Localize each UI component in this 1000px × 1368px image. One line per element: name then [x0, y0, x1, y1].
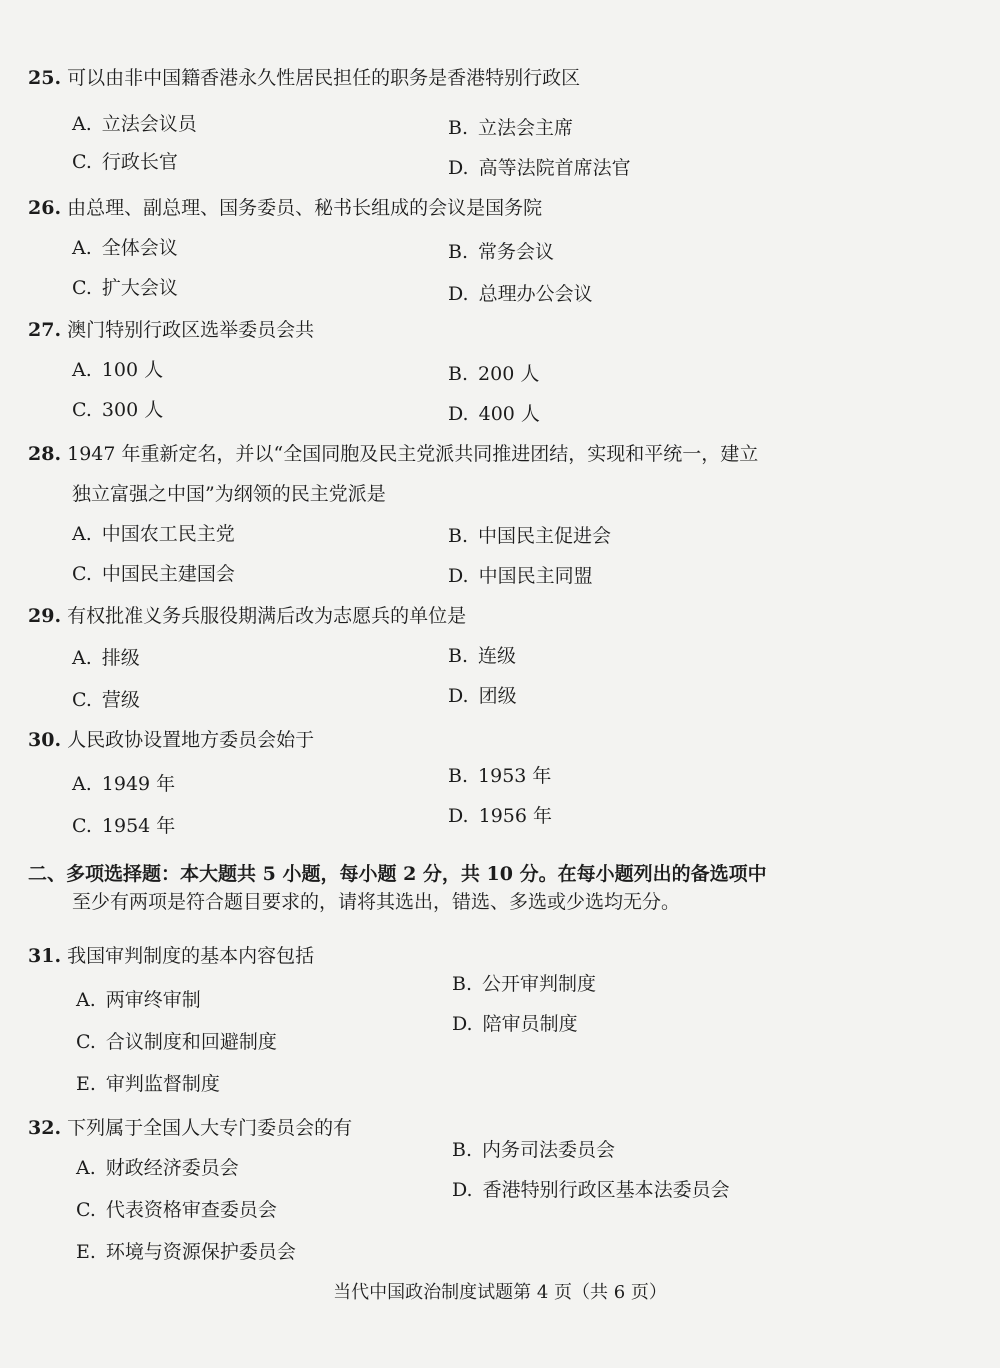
option-29b: B. 连级 — [448, 645, 517, 667]
question-text: 可以由非中国籍香港永久性居民担任的职务是香港特别行政区 — [67, 67, 581, 89]
question-text: 我国审判制度的基本内容包括 — [67, 945, 315, 967]
question-text: 下列属于全国人大专门委员会的有 — [67, 1117, 353, 1139]
option-30c: C. 1954 年 — [72, 815, 176, 837]
option-28a: A. 中国农工民主党 — [72, 523, 235, 545]
question-27: 27. 澳门特别行政区选举委员会共 — [28, 319, 315, 341]
section-2-heading: 二、多项选择题：本大题共 5 小题，每小题 2 分，共 10 分。在每小题列出的备选项中 — [28, 863, 767, 885]
question-text: 有权批准义务兵服役期满后改为志愿兵的单位是 — [67, 605, 467, 627]
question-31: 31. 我国审判制度的基本内容包括 — [28, 945, 315, 967]
option-27d: D. 400 人 — [448, 403, 540, 425]
option-25d: D. 高等法院首席法官 — [448, 157, 631, 179]
question-text: 1947 年重新定名，并以“全国同胞及民主党派共同推进团结，实现和平统一，建立 — [67, 443, 759, 465]
option-27c: C. 300 人 — [72, 399, 164, 421]
option-31a: A. 两审终审制 — [76, 989, 201, 1011]
option-27a: A. 100 人 — [72, 359, 164, 381]
option-30d: D. 1956 年 — [448, 805, 553, 827]
option-26c: C. 扩大会议 — [72, 277, 178, 299]
option-28b: B. 中国民主促进会 — [448, 525, 612, 547]
option-28c: C. 中国民主建国会 — [72, 563, 235, 585]
question-25: 25. 可以由非中国籍香港永久性居民担任的职务是香港特别行政区 — [28, 67, 581, 89]
question-text: 澳门特别行政区选举委员会共 — [67, 319, 315, 341]
option-25a: A. 立法会议员 — [72, 113, 197, 135]
option-31b: B. 公开审判制度 — [452, 973, 597, 995]
question-text: 由总理、副总理、国务委员、秘书长组成的会议是国务院 — [67, 197, 543, 219]
question-32: 32. 下列属于全国人大专门委员会的有 — [28, 1117, 353, 1139]
option-30b: B. 1953 年 — [448, 765, 552, 787]
question-30: 30. 人民政协设置地方委员会始于 — [28, 729, 315, 751]
option-25c: C. 行政长官 — [72, 151, 178, 173]
option-30a: A. 1949 年 — [72, 773, 176, 795]
option-29c: C. 营级 — [72, 689, 140, 711]
option-26a: A. 全体会议 — [72, 237, 178, 259]
option-32b: B. 内务司法委员会 — [452, 1139, 616, 1161]
option-32e: E. 环境与资源保护委员会 — [76, 1241, 296, 1263]
option-32a: A. 财政经济委员会 — [76, 1157, 239, 1179]
option-32c: C. 代表资格审查委员会 — [76, 1199, 277, 1221]
option-29a: A. 排级 — [72, 647, 140, 669]
option-29d: D. 团级 — [448, 685, 517, 707]
question-29: 29. 有权批准义务兵服役期满后改为志愿兵的单位是 — [28, 605, 467, 627]
option-26b: B. 常务会议 — [448, 241, 555, 263]
question-28-continued: 独立富强之中国”为纲领的民主党派是 — [72, 483, 386, 505]
page-footer: 当代中国政治制度试题第 4 页（共 6 页） — [333, 1282, 667, 1303]
option-31e: E. 审判监督制度 — [76, 1073, 220, 1095]
option-25b: B. 立法会主席 — [448, 117, 574, 139]
option-32d: D. 香港特别行政区基本法委员会 — [452, 1179, 730, 1201]
option-28d: D. 中国民主同盟 — [448, 565, 593, 587]
question-28: 28. 1947 年重新定名，并以“全国同胞及民主党派共同推进团结，实现和平统一，建立 — [28, 443, 759, 465]
section-2-instructions: 至少有两项是符合题目要求的，请将其选出，错选、多选或少选均无分。 — [72, 891, 681, 913]
option-31d: D. 陪审员制度 — [452, 1013, 578, 1035]
option-26d: D. 总理办公会议 — [448, 283, 593, 305]
option-27b: B. 200 人 — [448, 363, 540, 385]
question-26: 26. 由总理、副总理、国务委员、秘书长组成的会议是国务院 — [28, 197, 543, 219]
question-text: 人民政协设置地方委员会始于 — [67, 729, 315, 751]
option-31c: C. 合议制度和回避制度 — [76, 1031, 277, 1053]
